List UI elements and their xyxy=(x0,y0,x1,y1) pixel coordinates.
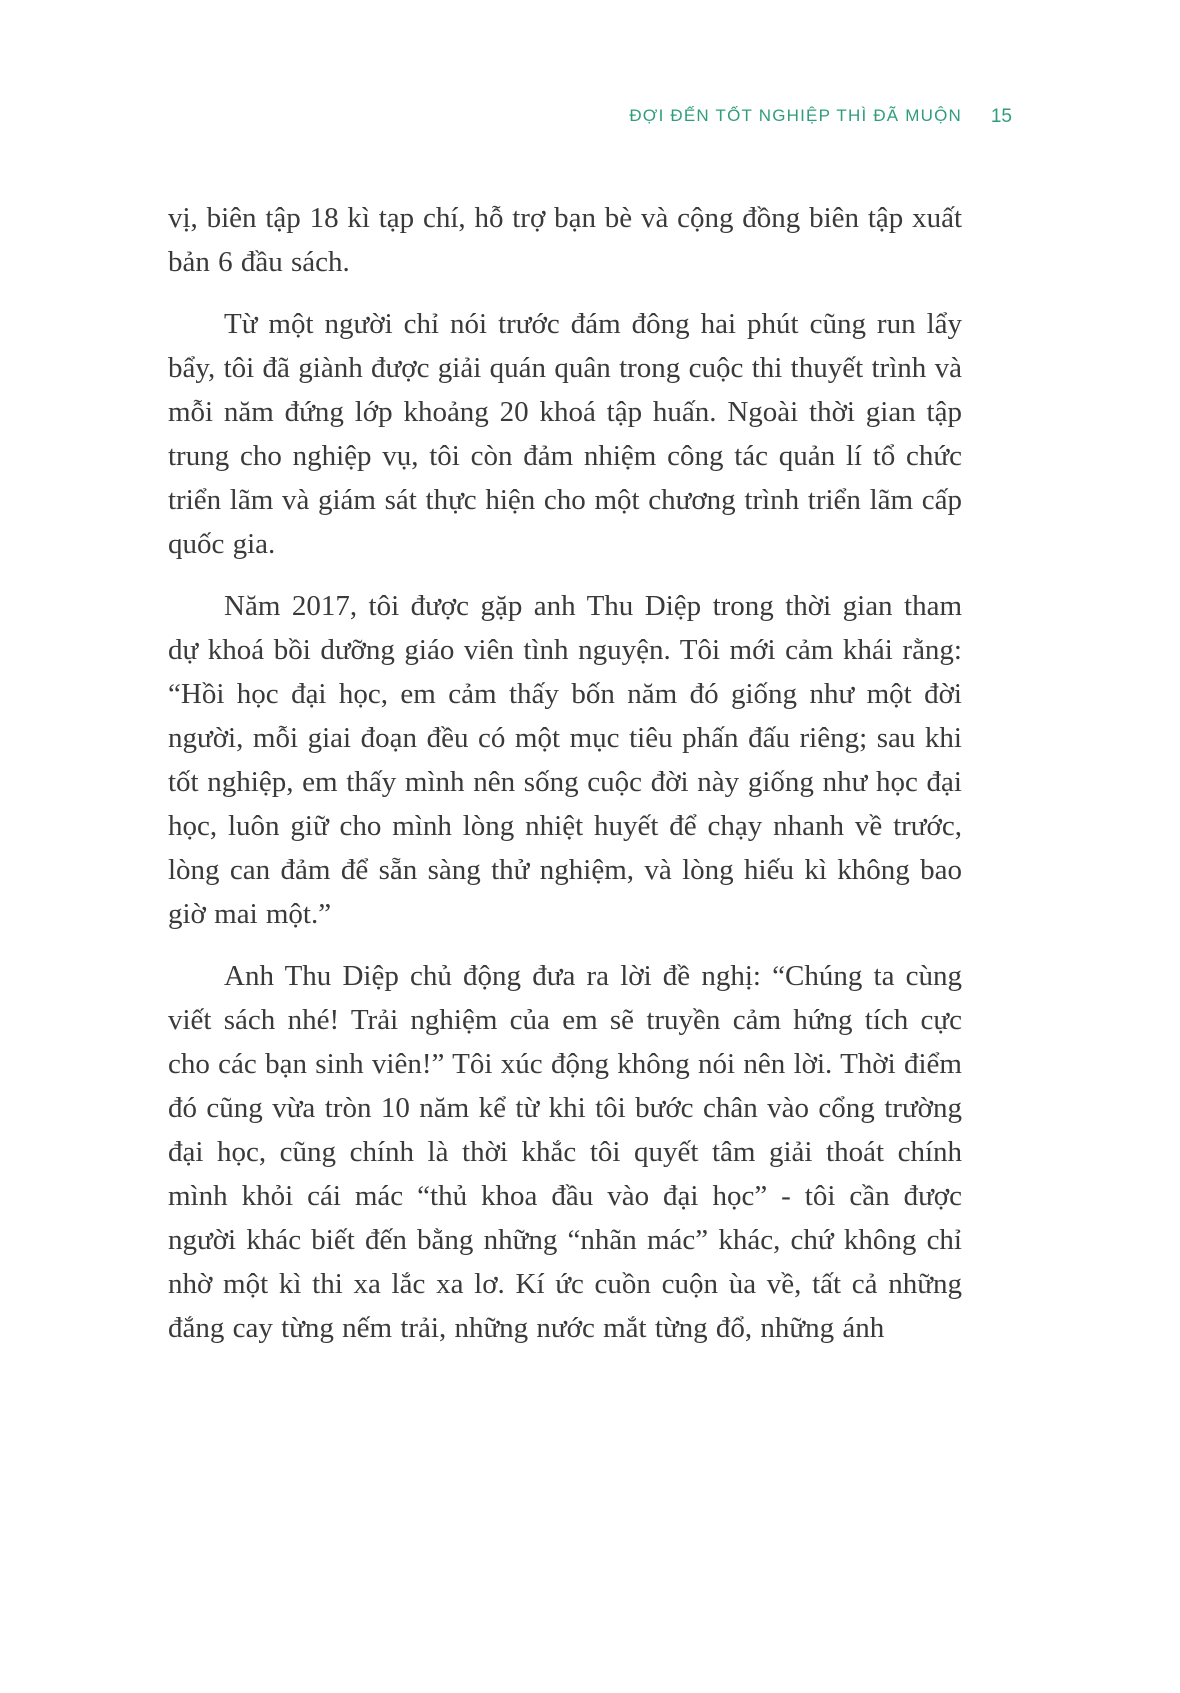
page-number: 15 xyxy=(990,106,1012,127)
paragraph: Từ một người chỉ nói trước đám đông hai phút cũng run lẩy bẩy, tôi đã giành được giải quán quân trong cuộc thi thuyết trình và mỗi năm đứng lớp khoảng 20 khoá tập huấn. Ngoài thời gian tập trung cho nghiệp vụ, tôi còn đảm nhiệm công tác quản lí tổ chức triển lãm và giám sát thực hiện cho một chương trình triển lãm cấp quốc gia. xyxy=(168,308,962,560)
paragraph: vị, biên tập 18 kì tạp chí, hỗ trợ bạn bè và cộng đồng biên tập xuất bản 6 đầu sách. xyxy=(168,202,962,278)
running-header xyxy=(168,106,1012,127)
page-body-text xyxy=(168,196,962,1368)
running-header-title: ĐỢI ĐẾN TỐT NGHIỆP THÌ ĐÃ MUỘN xyxy=(629,106,962,125)
paragraph: Anh Thu Diệp chủ động đưa ra lời đề nghị: “Chúng ta cùng viết sách nhé! Trải nghiệm của em sẽ truyền cảm hứng tích cực cho các bạn sinh viên!” Tôi xúc động không nói nên lời. Thời điểm đó cũng vừa tròn 10 năm kể từ khi tôi bước chân vào cổng trường đại học, cũng chính là thời khắc tôi quyết tâm giải thoát chính mình khỏi cái mác “thủ khoa đầu vào đại học” - tôi cần được người khác biết đến bằng những “nhãn mác” khác, chứ không chỉ nhờ một kì thi xa lắc xa lơ. Kí ức cuồn cuộn ùa về, tất cả những đắng cay từng nếm trải, những nước mắt từng đổ, những ánh xyxy=(168,960,962,1344)
paragraph: Năm 2017, tôi được gặp anh Thu Diệp trong thời gian tham dự khoá bồi dưỡng giáo viên tình nguyện. Tôi mới cảm khái rằng: “Hồi học đại học, em cảm thấy bốn năm đó giống như một đời người, mỗi giai đoạn đều có một mục tiêu phấn đấu riêng; sau khi tốt nghiệp, em thấy mình nên sống cuộc đời này giống như học đại học, luôn giữ cho mình lòng nhiệt huyết để chạy nhanh về trước, lòng can đảm để sẵn sàng thử nghiệm, và lòng hiếu kì không bao giờ mai một.” xyxy=(168,590,962,930)
